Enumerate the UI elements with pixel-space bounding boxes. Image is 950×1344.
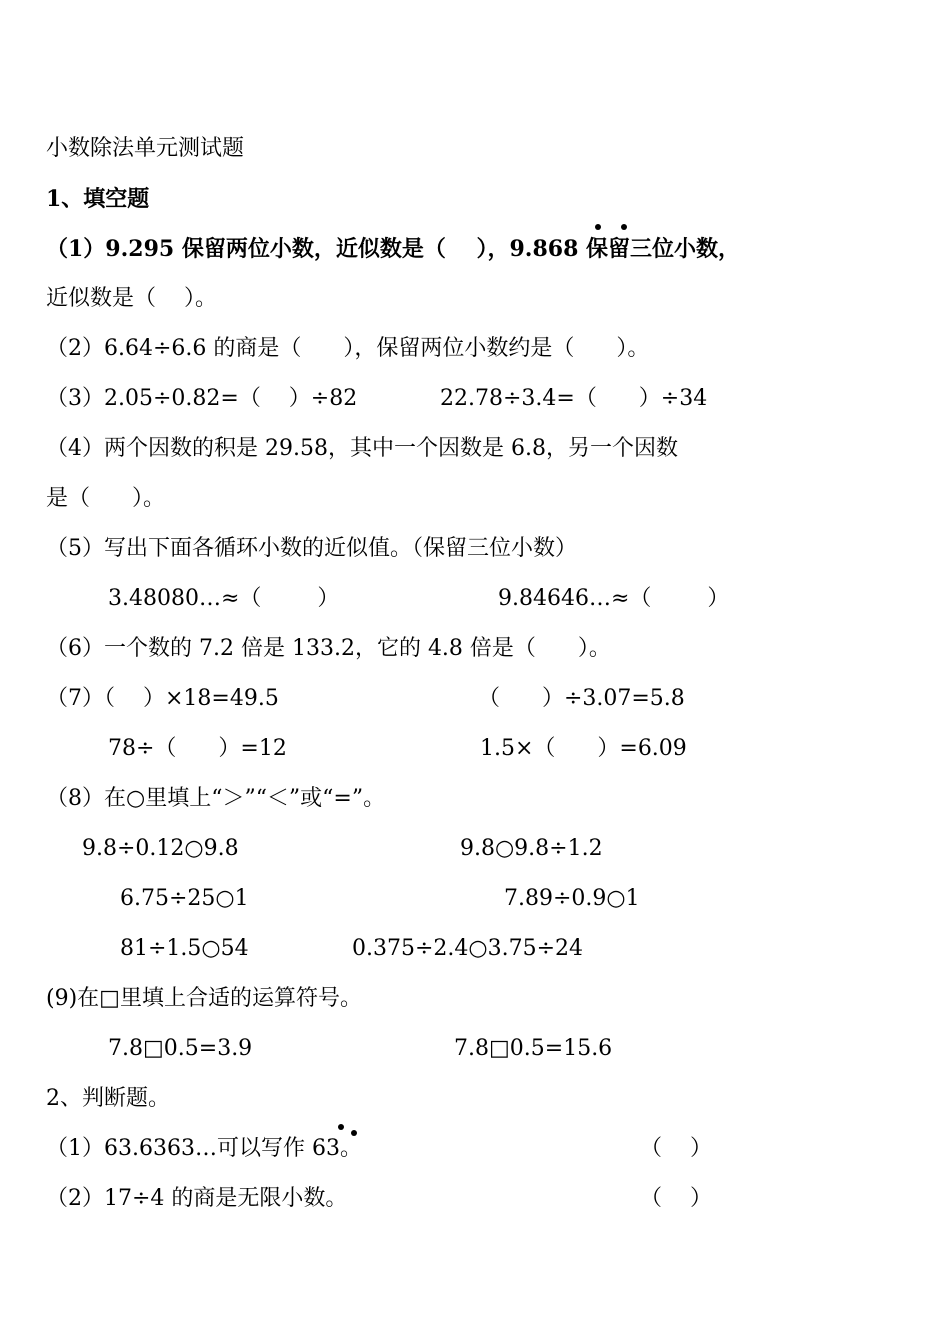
- question-9-b: 7.8□0.5=15.6: [454, 1036, 613, 1061]
- question-8-d: 7.89÷0.9○1: [504, 886, 640, 911]
- question-4-line-2: 是（ ）。: [46, 486, 165, 511]
- judgment-2: （2）17÷4 的商是无限小数。: [46, 1186, 348, 1211]
- question-2: （2）6.64÷6.6 的商是（ ），保留两位小数约是（ ）。: [46, 336, 650, 361]
- question-7-a: （7）（ ）×18=49.5: [46, 686, 279, 711]
- repeating-decimal-dot: [338, 1124, 344, 1130]
- judgment-2-answer-parens: （ ）: [640, 1186, 712, 1211]
- question-8-f: 0.375÷2.4○3.75÷24: [352, 936, 584, 961]
- question-3-a: （3）2.05÷0.82=（ ）÷82: [46, 386, 358, 411]
- question-8-a: 9.8÷0.12○9.8: [82, 836, 239, 861]
- page-title: 小数除法单元测试题: [46, 136, 245, 161]
- question-1-line-1: （1）9.295 保留两位小数，近似数是（ ），9.868 保留三位小数，: [46, 236, 741, 262]
- question-8-e: 81÷1.5○54: [120, 936, 249, 961]
- question-3-b: 22.78÷3.4=（ ）÷34: [440, 386, 708, 411]
- section-fill-blank-heading: 1、填空题: [46, 186, 150, 212]
- question-7-d: 1.5×（ ）=6.09: [480, 736, 687, 761]
- question-8-c: 6.75÷25○1: [120, 886, 249, 911]
- repeating-decimal-dot: [595, 224, 601, 230]
- section-true-false-heading: 2、判断题。: [46, 1086, 170, 1111]
- question-5: （5）写出下面各循环小数的近似值。（保留三位小数）: [46, 536, 577, 561]
- question-8: （8）在○里填上“＞”“＜”或“=”。: [46, 786, 386, 811]
- question-9: (9)在□里填上合适的运算符号。: [46, 986, 362, 1011]
- question-6: （6）一个数的 7.2 倍是 133.2，它的 4.8 倍是（ ）。: [46, 636, 611, 661]
- question-7-c: 78÷（ ）=12: [108, 736, 287, 761]
- judgment-1-answer-parens: （ ）: [640, 1136, 712, 1161]
- repeating-decimal-dot: [351, 1130, 357, 1136]
- question-9-a: 7.8□0.5=3.9: [108, 1036, 253, 1061]
- question-8-b: 9.8○9.8÷1.2: [460, 836, 603, 861]
- question-1-line-2: 近似数是（ ）。: [46, 286, 217, 311]
- repeating-decimal-dot: [621, 224, 627, 230]
- question-4-line-1: （4）两个因数的积是 29.58，其中一个因数是 6.8，另一个因数: [46, 436, 678, 461]
- question-7-b: （ ）÷3.07=5.8: [478, 686, 685, 711]
- judgment-1: （1）63.6363…可以写作 63。: [46, 1136, 362, 1161]
- question-5-b: 9.84646…≈（ ）: [498, 586, 730, 611]
- question-5-a: 3.48080…≈（ ）: [108, 586, 340, 611]
